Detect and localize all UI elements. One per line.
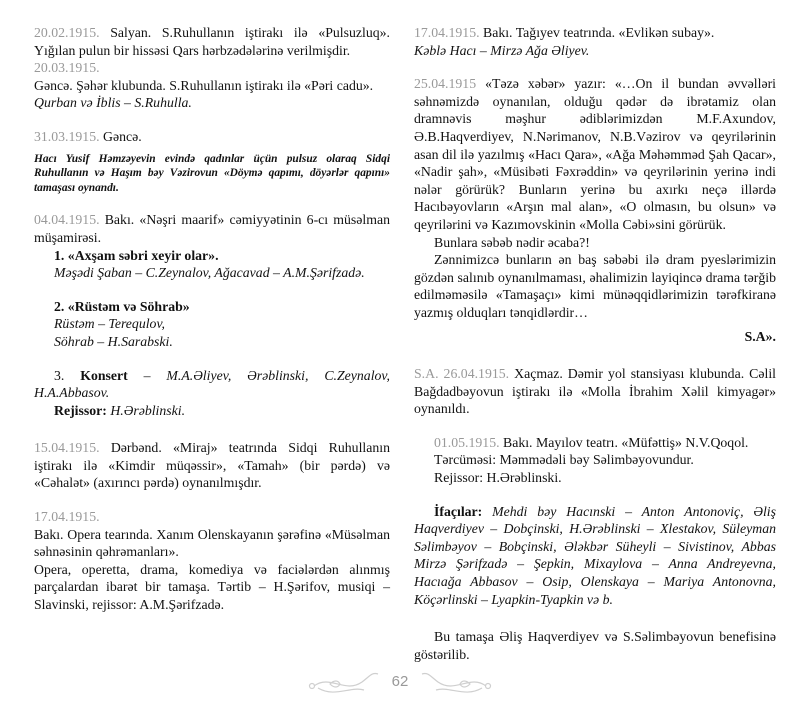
- entry-date: 20.02.1915.: [34, 25, 100, 40]
- cast-label: İfaçılar:: [434, 503, 483, 519]
- entry-date: 15.04.1915.: [34, 440, 100, 456]
- entry-text: Salyan. S.Ruhullanın iştirakı ilə «Pulsuzluq». Yığılan pulun bir hissəsi Qars hərbzədələrinə verilmişdir.: [34, 25, 390, 58]
- entry-header: [414, 24, 776, 42]
- signature: S.A».: [744, 328, 776, 344]
- page-number: 62: [391, 673, 409, 690]
- entry-text: Bakı. «Nəşri maarif» cəmiyyətinin 6-cı müsəlman müşamirəsi.: [34, 212, 391, 245]
- translator-line: Tərcüməsi: Məmmədəli bəy Səlimbəyovundur.: [434, 452, 694, 468]
- program-item-title: Konsert: [80, 367, 128, 383]
- entry-text: Dərbənd. «Miraj» teatrında Sidqi Ruhullanın iştirakı ilə «Kimdir müqəssir», «Tamah» (bir pərdə) və «Cəhalət» (axırıncı pərdə) oynanılmışdır.: [34, 440, 390, 491]
- entry-date: 25.04.1915: [414, 76, 477, 92]
- entry-text: «Təzə xəbər» yazır: «…On il bundan əvvəlləri səhnəmizdə oynanılan, olduğu qədər də ibrətamiz olan dramnəvis məşhur ədiblərimizdən M.F.Axundov, Ə.B.Haqverdiyev, N.Nərimanov, N.B.Vəzirov və qeyrilərinin asan dil ilə yazılmış «Hacı Qara», «Ağa Məhəmməd Şah Qacar», «Nadir şah», «Müsibəti Fəxrəddin» və qeyrilərinin yerinə indi nələr görürük? Bunların yerinə bu axırkı neçə illərdə Hacıbəyovların «Arşın mal alan», «O olmasın, bu olsun» və qeyrilərini və Kazımovskinin «Molla Cəbi»sini görürük.: [414, 76, 776, 232]
- program-item-title: 2. «Rüstəm və Söhrab»: [54, 298, 190, 314]
- left-column: [34, 24, 390, 614]
- entry-date: 20.03.1915.: [34, 60, 100, 76]
- cast-text: Mehdi bəy Hacınski – Anton Antonoviç, Əliş Haqverdiyev – Dobçinski, H.Ərəblinski – Xlestakov, Süleyman Səlimbəyov – Bobçinski, Ələkbər Süheyli – Sivistinov, Abbas Mirzə Şərifzadə – Şepkin, Mixaylova – Anna Andreyevna, Hacıağa Abbasov – Osip, Olenskaya – Mariya Antonovna, Köçərlinski – Lyapkin-Tyapkin və b.: [414, 503, 777, 607]
- cast-line: Kəblə Hacı – Mirzə Ağa Əliyev.: [414, 42, 590, 58]
- entry-date: 01.05.1915.: [434, 434, 500, 450]
- entry-date: 04.04.1915.: [34, 212, 100, 228]
- director-name: H.Ərəblinski.: [110, 402, 186, 418]
- entry-xacmaz: [414, 365, 776, 418]
- quote-paragraph: Zənnimizcə bunların ən baş səbəbi ilə dram pyeslərimizin gözdən salınıb oynanılmaması, əhalimizin layiqincə drama tərğib edilməməsilə «Tamaşaçı» kimi münəqqidlərimizin tərəfkiranə yazmış olduqları tənqidlərdir…: [414, 252, 776, 320]
- entry-text: Bakı. Opera tearında. Xanım Olenskayanın şərəfinə «Müsəlman səhnəsinin qəhrəmanları».: [34, 526, 390, 560]
- entry-header: [414, 434, 776, 452]
- director-line: Rejissor: H.Ərəblinski.: [434, 470, 562, 486]
- program-item-concert: [34, 367, 390, 402]
- entry-text: Xaçmaz. Dəmir yol stansiyası klubunda. Cəlil Bağdadbəyovun iştirakı ilə «Molla İbrahim Xəlil kimyagər» oynanıldı.: [414, 366, 776, 417]
- entry-derbend: [34, 439, 390, 492]
- entry-text: Bakı. Mayılov teatrı. «Müfəttiş» N.V.Qoqol.: [503, 434, 749, 450]
- entry-note: Hacı Yusif Həmzəyevin evində qadınlar üçün pulsuz olaraq Sidqi Ruhullanın və Haşım bəy Vəzirovun «Döymə qapımı, döyərlər qapını» tamaşası oynandı.: [34, 152, 390, 194]
- entry-header: [34, 128, 390, 146]
- entry-teze-xeber: [414, 75, 776, 233]
- cast-line: – M.A.Əliyev, Ərəblinski, C.Zeynalov, H.A.Abbasov.: [34, 367, 390, 401]
- cast-line: Məşədi Şaban – C.Zeynalov, Ağacavad – A.M.Şərifzadə.: [54, 265, 365, 281]
- cast-line: Söhrab – H.Sarabski.: [54, 333, 173, 349]
- entry-place: Gəncə.: [103, 128, 142, 144]
- entry-date: 31.03.1915.: [34, 128, 100, 144]
- cast-list: [414, 503, 776, 609]
- entry-salyan: [34, 24, 390, 59]
- entry-text: Bakı. Tağıyev teatrında. «Evlikən subay».: [483, 25, 715, 40]
- director-label: Rejissor:: [54, 402, 107, 418]
- entry-text: Opera, operetta, drama, komediya və faciələrdən alınmış parçalardan ibarət bir tamaşa. Tərtib – H.Şərifov, musiqi – Slavinski, rejissor: A.M.Şərifzadə.: [34, 561, 390, 613]
- entry-text: Gəncə. Şəhər klubunda. S.Ruhullanın iştirakı ilə «Pəri cadu».: [34, 77, 374, 93]
- program-item-title: 1. «Axşam səbri xeyir olar».: [54, 247, 219, 263]
- entry-date: S.A. 26.04.1915.: [414, 366, 510, 382]
- item-number: 3.: [54, 367, 65, 383]
- entry-date: 17.04.1915.: [414, 25, 480, 40]
- cast-line: Rüstəm – Terequlov,: [54, 316, 166, 332]
- benefit-note: Bu tamaşa Əliş Haqverdiyev və S.Səlimbəyovun benefisinə göstərilib.: [414, 629, 776, 662]
- program-list: [34, 247, 390, 351]
- entry-header: [34, 211, 390, 246]
- right-column: [414, 24, 776, 663]
- entry-date: 17.04.1915.: [34, 509, 100, 525]
- director-line: [34, 402, 390, 420]
- cast-line: Qurban və İblis – S.Ruhulla.: [34, 95, 192, 111]
- quote-paragraph: Bunlara səbəb nədir əcaba?!: [434, 234, 590, 250]
